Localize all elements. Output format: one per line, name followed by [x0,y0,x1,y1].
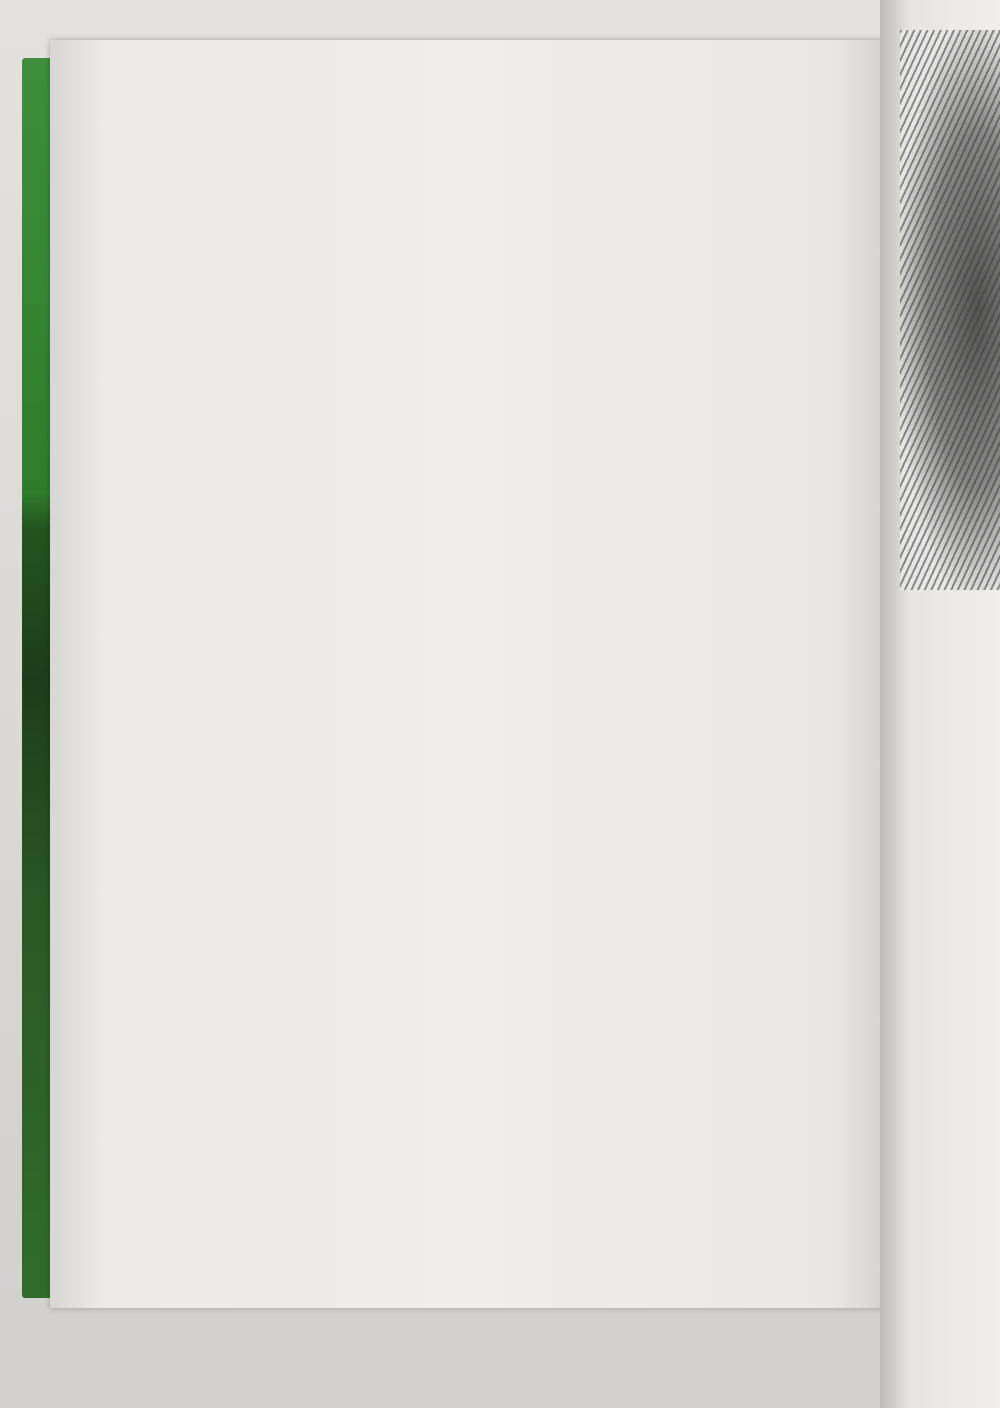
book-cover-edge [22,58,52,1298]
book-page-left [50,40,900,1308]
bear-illustration [900,30,1000,590]
book-page-right-fragment [880,0,1000,1408]
